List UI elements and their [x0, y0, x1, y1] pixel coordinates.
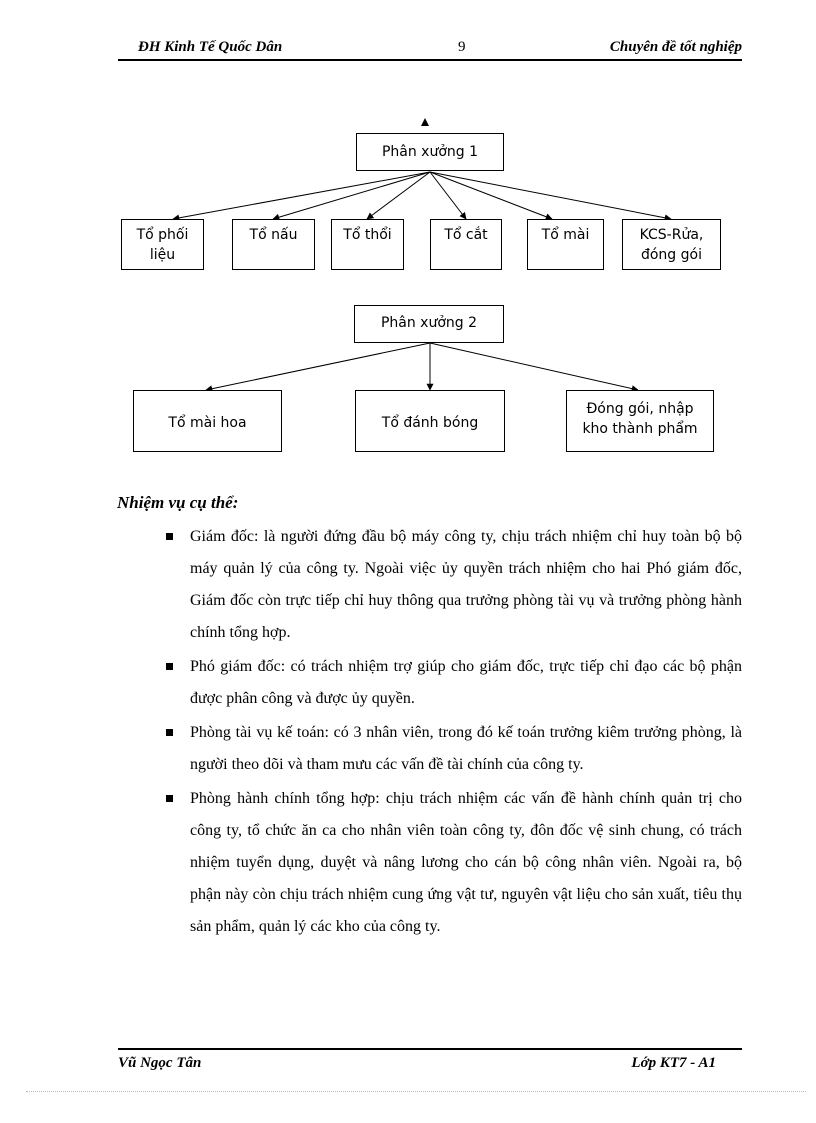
workshop2-box [354, 305, 504, 343]
task-text: Phòng tài vụ kế toán: có 3 nhân viên, trong đó kế toán trưởng kiêm trưởng phòng, là người theo dõi và tham mưu các vấn đề tài chính của công ty. [190, 724, 742, 773]
team-label: Đóng gói, nhập [586, 401, 694, 417]
team-box [232, 219, 315, 270]
header-university: ĐH Kinh Tế Quốc Dân [138, 39, 283, 55]
team-label: Tổ đánh bóng [381, 415, 479, 431]
team-box [355, 390, 505, 452]
task-text: Giám đốc: là người đứng đầu bộ máy công ty, chịu trách nhiệm chỉ huy toàn bộ bộ máy quản lý của công ty. Ngoài việc ủy quyền trách nhiệm cho hai Phó giám đốc, Giám đốc còn trực tiếp chỉ huy thông qua trưởng phòng tài vụ và trưởng phòng hành chính tổng hợp. [190, 528, 742, 641]
page-bottom-divider [26, 1091, 806, 1092]
team-box [527, 219, 604, 270]
team-label: KCS-Rửa, [639, 227, 704, 243]
page-footer [118, 1048, 742, 1074]
square-bullet-icon [166, 533, 173, 540]
team-label: Tổ cắt [444, 227, 488, 243]
header-document-type: Chuyên đề tốt nghiệp [609, 39, 742, 55]
workshop2-label: Phân xưởng 2 [380, 315, 478, 331]
list-item [160, 651, 742, 715]
task-list [160, 521, 742, 945]
workshop1-connectors [173, 172, 671, 219]
list-item [160, 717, 742, 781]
team-label-line2: liệu [149, 247, 176, 263]
team-label: Tổ mài hoa [168, 415, 247, 431]
workshop2-connectors [206, 343, 638, 390]
square-bullet-icon [166, 729, 173, 736]
footer-class: Lớp KT7 - A1 [631, 1055, 716, 1071]
team-box [566, 390, 714, 452]
header-page-number: 9 [458, 39, 466, 55]
task-text: Phó giám đốc: có trách nhiệm trợ giúp cho giám đốc, trực tiếp chỉ đạo các bộ phận được phân công và được ủy quyền. [190, 658, 742, 707]
team-label-line2: đóng gói [640, 247, 702, 263]
team-box [331, 219, 404, 270]
team-label: Tổ mài [541, 227, 590, 243]
section-title: Nhiệm vụ cụ thể: [117, 493, 239, 512]
team-box [430, 219, 502, 270]
team-label: Tổ phối [136, 227, 189, 243]
team-label: Tổ nấu [249, 227, 298, 243]
workshop1-label: Phân xưởng 1 [381, 144, 479, 160]
footer-author: Vũ Ngọc Tân [118, 1055, 202, 1071]
team-box [133, 390, 282, 452]
list-item [160, 521, 742, 649]
square-bullet-icon [166, 663, 173, 670]
team-label: Tổ thổi [343, 227, 392, 243]
incoming-arrow-head [421, 118, 429, 126]
list-item [160, 783, 742, 943]
team-label-line2: kho thành phẩm [582, 421, 698, 437]
team-box [622, 219, 721, 270]
task-text: Phòng hành chính tổng hợp: chịu trách nhiệm các vấn đề hành chính quản trị cho công ty, tổ chức ăn ca cho nhân viên toàn công ty, đôn đốc vệ sinh chung, có trách nhiệm tuyển dụng, duyệt và nâng lương cho cán bộ công nhân viên. Ngoài ra, bộ phận này còn chịu trách nhiệm cung ứng vật tư, nguyên vật liệu cho sản xuất, tiêu thụ sản phẩm, quản lý các kho của công ty. [190, 790, 742, 935]
workshop1-box [356, 133, 504, 171]
team-box [121, 219, 204, 270]
square-bullet-icon [166, 795, 173, 802]
